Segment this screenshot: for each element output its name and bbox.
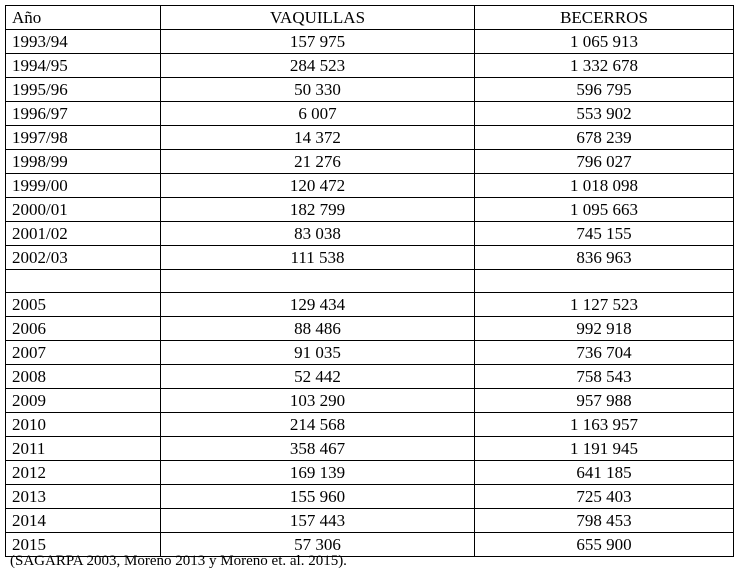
cell-year: 2006 <box>6 317 161 341</box>
cell-vaquillas: 103 290 <box>161 389 475 413</box>
table-row <box>6 222 734 246</box>
table-row <box>6 246 734 270</box>
table-row <box>6 461 734 485</box>
cell-year: 2010 <box>6 413 161 437</box>
cell-year: 1996/97 <box>6 102 161 126</box>
cell-becerros: 745 155 <box>475 222 734 246</box>
cell-vaquillas: 57 306 <box>161 533 475 557</box>
cell-year: 2011 <box>6 437 161 461</box>
cell-vaquillas: 284 523 <box>161 54 475 78</box>
cell-vaquillas <box>161 270 475 293</box>
cell-becerros: 957 988 <box>475 389 734 413</box>
table-row <box>6 341 734 365</box>
cell-vaquillas: 120 472 <box>161 174 475 198</box>
cell-vaquillas: 214 568 <box>161 413 475 437</box>
cell-vaquillas: 6 007 <box>161 102 475 126</box>
table-row <box>6 270 734 293</box>
cell-becerros: 1 191 945 <box>475 437 734 461</box>
table-row <box>6 317 734 341</box>
cell-year: 1998/99 <box>6 150 161 174</box>
source-note: (SAGARPA 2003, Moreno 2013 y Moreno et. al. 2015). <box>10 553 347 569</box>
cell-becerros <box>475 270 734 293</box>
cell-becerros: 1 065 913 <box>475 30 734 54</box>
cell-becerros: 758 543 <box>475 365 734 389</box>
cell-becerros: 725 403 <box>475 485 734 509</box>
cell-vaquillas: 91 035 <box>161 341 475 365</box>
table-row <box>6 389 734 413</box>
table-row <box>6 198 734 222</box>
cell-becerros: 796 027 <box>475 150 734 174</box>
cell-vaquillas: 52 442 <box>161 365 475 389</box>
table-row <box>6 150 734 174</box>
data-table <box>5 5 734 557</box>
table-row <box>6 437 734 461</box>
cell-vaquillas: 50 330 <box>161 78 475 102</box>
cell-becerros: 553 902 <box>475 102 734 126</box>
cell-year: 2005 <box>6 293 161 317</box>
table-row <box>6 102 734 126</box>
cell-vaquillas: 129 434 <box>161 293 475 317</box>
cell-becerros: 655 900 <box>475 533 734 557</box>
cell-vaquillas: 111 538 <box>161 246 475 270</box>
cell-vaquillas: 182 799 <box>161 198 475 222</box>
cell-year: 2015 <box>6 533 161 557</box>
cell-year: 2000/01 <box>6 198 161 222</box>
table-row <box>6 485 734 509</box>
cell-year <box>6 270 161 293</box>
cell-becerros: 1 332 678 <box>475 54 734 78</box>
cell-vaquillas: 157 975 <box>161 30 475 54</box>
table-row <box>6 413 734 437</box>
header-year: Año <box>6 6 161 30</box>
cell-year: 1994/95 <box>6 54 161 78</box>
cell-year: 2007 <box>6 341 161 365</box>
table-row <box>6 78 734 102</box>
cell-becerros: 836 963 <box>475 246 734 270</box>
table-row <box>6 126 734 150</box>
cell-becerros: 596 795 <box>475 78 734 102</box>
cell-becerros: 1 018 098 <box>475 174 734 198</box>
cell-year: 1993/94 <box>6 30 161 54</box>
cell-year: 2014 <box>6 509 161 533</box>
cell-year: 1999/00 <box>6 174 161 198</box>
cell-vaquillas: 155 960 <box>161 485 475 509</box>
cell-year: 2012 <box>6 461 161 485</box>
cell-vaquillas: 157 443 <box>161 509 475 533</box>
header-vaquillas: VAQUILLAS <box>161 6 475 30</box>
cell-year: 2001/02 <box>6 222 161 246</box>
cell-vaquillas: 14 372 <box>161 126 475 150</box>
cell-becerros: 641 185 <box>475 461 734 485</box>
table-row <box>6 293 734 317</box>
cell-vaquillas: 358 467 <box>161 437 475 461</box>
cell-year: 2008 <box>6 365 161 389</box>
cell-becerros: 992 918 <box>475 317 734 341</box>
header-becerros: BECERROS <box>475 6 734 30</box>
cell-becerros: 736 704 <box>475 341 734 365</box>
table-row <box>6 365 734 389</box>
cell-year: 1997/98 <box>6 126 161 150</box>
cell-year: 2009 <box>6 389 161 413</box>
table-row <box>6 174 734 198</box>
table-body <box>6 30 734 557</box>
cell-vaquillas: 21 276 <box>161 150 475 174</box>
table-row <box>6 30 734 54</box>
cell-year: 2002/03 <box>6 246 161 270</box>
cell-vaquillas: 169 139 <box>161 461 475 485</box>
cell-becerros: 1 127 523 <box>475 293 734 317</box>
table-row <box>6 54 734 78</box>
header-row <box>6 6 734 30</box>
cell-becerros: 1 163 957 <box>475 413 734 437</box>
cell-becerros: 1 095 663 <box>475 198 734 222</box>
cell-vaquillas: 83 038 <box>161 222 475 246</box>
table-row <box>6 509 734 533</box>
cell-vaquillas: 88 486 <box>161 317 475 341</box>
cell-becerros: 678 239 <box>475 126 734 150</box>
cell-becerros: 798 453 <box>475 509 734 533</box>
cell-year: 1995/96 <box>6 78 161 102</box>
cell-year: 2013 <box>6 485 161 509</box>
